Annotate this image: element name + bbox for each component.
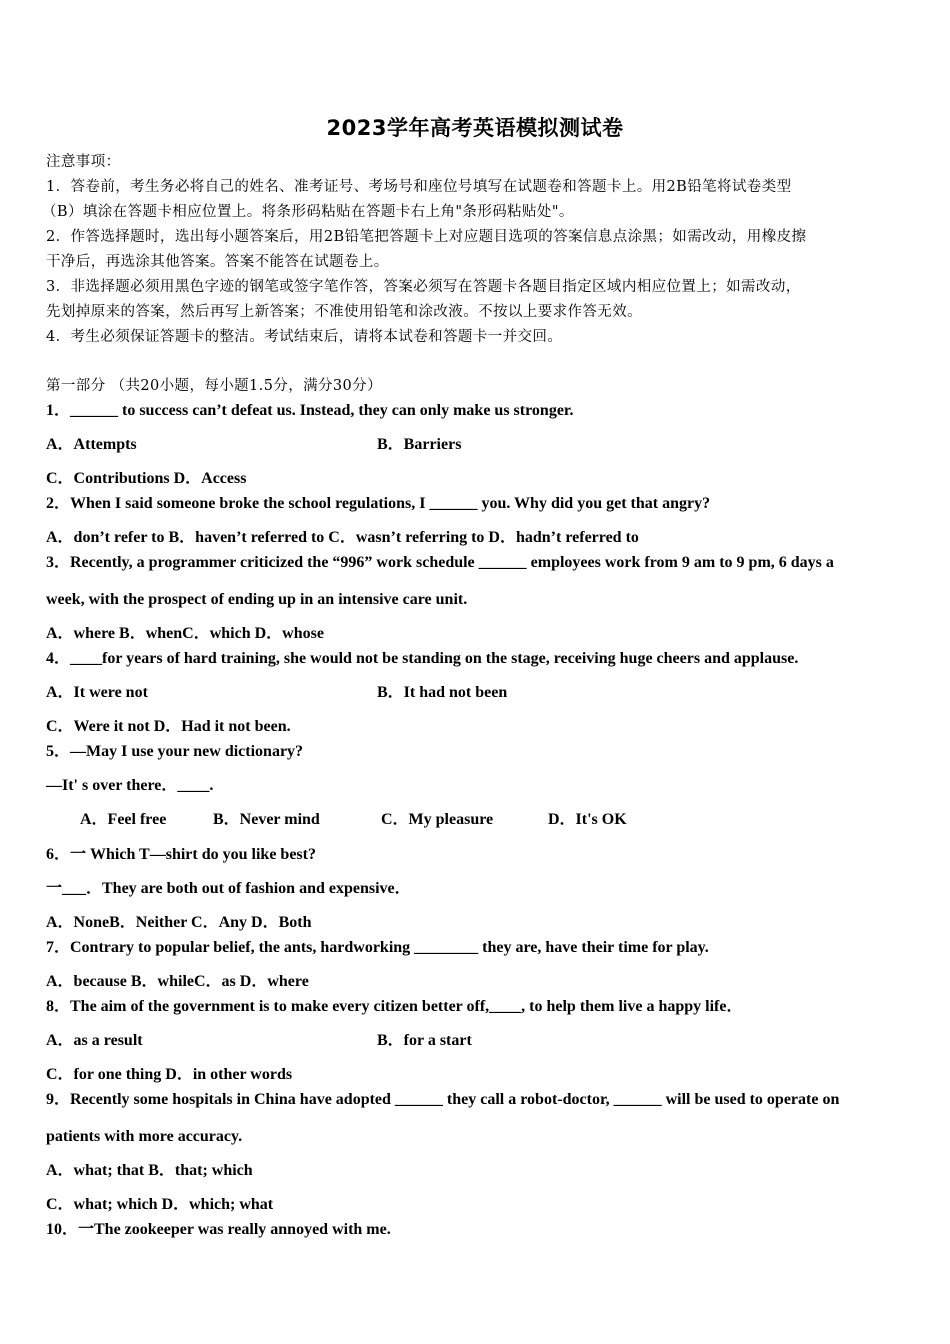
notice-heading: 注意事项：: [46, 154, 121, 170]
q5-option-a: A．Feel free: [80, 811, 167, 828]
question-9: 9．Recently some hospitals in China have adopted ______ they call a robot-doctor, ______ will be used to operate on: [46, 1091, 840, 1108]
q4-option-a: A．It were not: [46, 684, 148, 701]
q8-option-a: A．as a result: [46, 1032, 143, 1049]
q9-options-cd: C．what; which D．which; what: [46, 1196, 274, 1213]
q3-options: A．where B．whenC．which D．whose: [46, 625, 324, 642]
page-title: 2023学年高考英语模拟测试卷: [326, 116, 624, 140]
q1-option-a: A．Attempts: [46, 436, 137, 453]
question-9-cont: patients with more accuracy.: [46, 1128, 243, 1145]
q1-options-cd: C．Contributions D．Access: [46, 470, 247, 487]
notice-line: 1．答卷前，考生务必将自己的姓名、准考证号、考场号和座位号填写在试题卷和答题卡上。用2B铅笔将试卷类型: [46, 179, 792, 195]
question-6-cont: 一___．They are both out of fashion and expensive．: [46, 880, 411, 897]
q8-option-b: B．for a start: [377, 1032, 472, 1049]
q9-options-ab: A．what; that B．that; which: [46, 1162, 253, 1179]
q4-options-cd: C．Were it not D．Had it not been.: [46, 718, 291, 735]
question-3: 3．Recently, a programmer criticized the “996” work schedule ______ employees work from 9 am to 9 pm, 6 days a: [46, 554, 834, 571]
question-4: 4．____for years of hard training, she would not be standing on the stage, receiving huge cheers and applause.: [46, 650, 799, 667]
q8-options-cd: C．for one thing D．in other words: [46, 1066, 293, 1083]
notice-line: （B）填涂在答题卡相应位置上。将条形码粘贴在答题卡右上角"条形码粘贴处"。: [42, 204, 574, 220]
q5-option-c: C．My pleasure: [381, 811, 494, 828]
notice-line: 4．考生必须保证答题卡的整洁。考试结束后，请将本试卷和答题卡一并交回。: [46, 329, 563, 345]
notice-line: 2．作答选择题时，选出每小题答案后，用2B铅笔把答题卡上对应题目选项的答案信息点涂黑；如需改动，用橡皮擦: [46, 229, 807, 245]
question-7: 7．Contrary to popular belief, the ants, hardworking ________ they are, have their time for play.: [46, 939, 709, 956]
question-2: 2．When I said someone broke the school regulations, I ______ you. Why did you get that angry?: [46, 495, 711, 512]
question-5: 5．—May I use your new dictionary?: [46, 743, 304, 760]
q6-options: A．NoneB．Neither C．Any D．Both: [46, 914, 312, 931]
question-10: 10．一The zookeeper was really annoyed with me.: [46, 1221, 391, 1238]
q4-option-b: B．It had not been: [377, 684, 508, 701]
q7-options: A．because B．whileC．as D．where: [46, 973, 309, 990]
q1-option-b: B．Barriers: [377, 436, 462, 453]
notice-line: 先划掉原来的答案，然后再写上新答案；不准使用铅笔和涂改液。不按以上要求作答无效。: [46, 304, 642, 320]
question-3-cont: week, with the prospect of ending up in an intensive care unit.: [46, 591, 468, 608]
question-8: 8．The aim of the government is to make every citizen better off,____, to help them live a happy life．: [46, 998, 743, 1015]
section-heading: 第一部分 （共20小题，每小题1.5分，满分30分）: [46, 378, 382, 394]
notice-line: 3．非选择题必须用黑色字迹的钢笔或签字笔作答，答案必须写在答题卡各题目指定区域内相应位置上；如需改动，: [46, 279, 801, 295]
question-5-cont: —It' s over there．____.: [46, 777, 214, 794]
question-6: 6．一 Which T—shirt do you like best?: [46, 846, 316, 863]
q5-option-b: B．Never mind: [213, 811, 320, 828]
q2-options: A．don’t refer to B．haven’t referred to C．wasn’t referring to D．hadn’t referred to: [46, 529, 639, 546]
q5-option-d: D．It's OK: [548, 811, 627, 828]
notice-line: 干净后，再选涂其他答案。答案不能答在试题卷上。: [46, 254, 389, 270]
question-1: 1．______ to success can’t defeat us. Instead, they can only make us stronger.: [46, 402, 574, 419]
